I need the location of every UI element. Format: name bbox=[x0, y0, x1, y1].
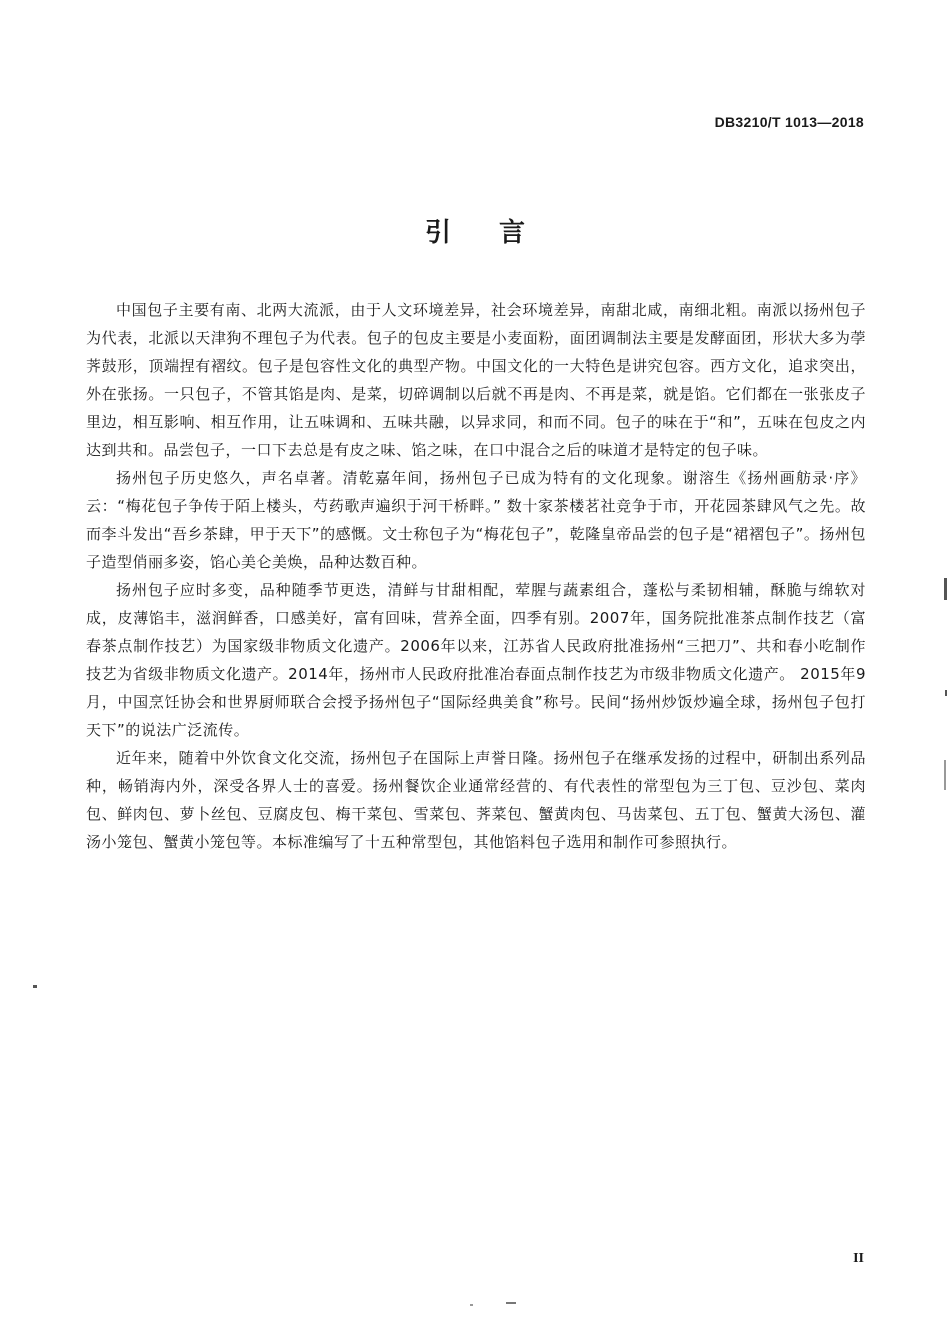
scan-speck bbox=[33, 985, 37, 988]
scan-speck bbox=[944, 760, 946, 790]
paragraph-1: 中国包子主要有南、北两大流派，由于人文环境差异，社会环境差异，南甜北咸，南细北粗。南派以扬州包子为代表，北派以天津狗不理包子为代表。包子的包皮主要是小麦面粉，面团调制法主要是发酵面团，形状大多为荸荠鼓形，顶端捏有褶纹。包子是包容性文化的典型产物。中国文化的一大特色是讲究包容。西方文化，追求突出，外在张扬。一只包子，不管其馅是肉、是菜，切碎调制以后就不再是肉、不再是菜，就是馅。它们都在一张张皮子里边，相互影响、相互作用，让五味调和、五味共融，以异求同，和而不同。包子的味在于“和”，五味在包皮之内达到共和。品尝包子，一口下去总是有皮之味、馅之味，在口中混合之后的味道才是特定的包子味。 bbox=[86, 301, 866, 459]
body-text bbox=[86, 296, 866, 856]
scan-speck bbox=[506, 1302, 516, 1304]
scan-speck bbox=[945, 690, 947, 696]
page-title: 引言 bbox=[424, 218, 573, 248]
standard-code: DB3210/T 1013—2018 bbox=[714, 114, 864, 130]
scan-speck bbox=[470, 1304, 473, 1306]
scan-speck bbox=[944, 578, 947, 600]
paragraph-2: 扬州包子历史悠久，声名卓著。清乾嘉年间，扬州包子已成为特有的文化现象。谢溶生《扬州画舫录·序》云：“梅花包子争传于陌上楼头，芍药歌声遍织于河干桥畔。” 数十家茶楼茗社竞争于市，开花园茶肆风气之先。故而李斗发出“吾乡茶肆，甲于天下”的感慨。文士称包子为“梅花包子”，乾隆皇帝品尝的包子是“裙褶包子”。扬州包子造型俏丽多姿，馅心美仑美焕，品种达数百种。 bbox=[86, 469, 866, 571]
paragraph-3: 扬州包子应时多变，品种随季节更迭，清鲜与甘甜相配，荤腥与蔬素组合，蓬松与柔韧相辅，酥脆与绵软对成，皮薄馅丰，滋润鲜香，口感美好，富有回味，营养全面，四季有别。2007年，国务院批准茶点制作技艺（富春茶点制作技艺）为国家级非物质文化遗产。2006年以来，江苏省人民政府批准扬州“三把刀”、共和春小吃制作技艺为省级非物质文化遗产。2014年，扬州市人民政府批准冶春面点制作技艺为市级非物质文化遗产。 2015年9月，中国烹饪协会和世界厨师联合会授予扬州包子“国际经典美食”称号。民间“扬州炒饭炒遍全球，扬州包子包打天下”的说法广泛流传。 bbox=[86, 581, 866, 739]
paragraph-4: 近年来，随着中外饮食文化交流，扬州包子在国际上声誉日隆。扬州包子在继承发扬的过程中，研制出系列品种，畅销海内外，深受各界人士的喜爱。扬州餐饮企业通常经营的、有代表性的常型包为三丁包、豆沙包、菜肉包、鲜肉包、萝卜丝包、豆腐皮包、梅干菜包、雪菜包、荠菜包、蟹黄肉包、马齿菜包、五丁包、蟹黄大汤包、灌汤小笼包、蟹黄小笼包等。本标准编写了十五种常型包，其他馅料包子选用和制作可参照执行。 bbox=[86, 749, 866, 851]
page-number: II bbox=[853, 1251, 864, 1266]
